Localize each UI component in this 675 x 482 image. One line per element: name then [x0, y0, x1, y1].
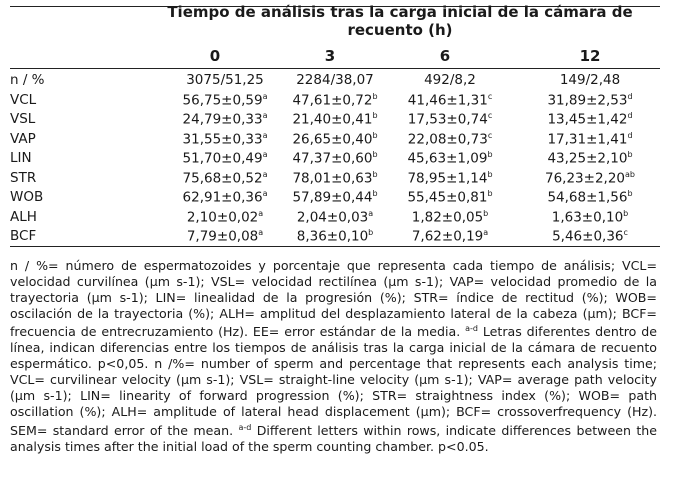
cell-value: 492/8,2 [424, 72, 476, 88]
significance-letter: d [627, 130, 633, 140]
significance-letter: a [258, 228, 264, 237]
significance-letter: a [262, 150, 268, 159]
significance-letter: b [623, 208, 629, 218]
table-cell [385, 111, 515, 128]
cell-value: 62,91±0,36 [182, 189, 263, 206]
cell-value: 55,45±0,81 [407, 189, 488, 206]
table-title: Tiempo de análisis tras la carga inicial de la cámara de recuento (h) [167, 3, 633, 39]
table-footnote [10, 258, 657, 455]
row-label: VSL [10, 111, 36, 127]
footnote-part-1: n / %= número de espermatozoides y porcentaje que representa cada tiempo de análisis; VCL= velocidad curvilínea (μm s-1); VSL= velocidad rectilínea (μm s-1); VAP= velocidad promedio de la trayectoria (μm s-1); LIN= linealidad de la progresión (%); STR= índice de rectitud (%); WOB= oscilación de la trayectoria (%); ALH= amplitud del desplazamiento lateral de la cabeza (μm); BCF= frecuencia de entrecruzamiento (Hz). EE= error estándar de la media. [10, 258, 657, 340]
significance-letter: b [372, 130, 378, 140]
significance-letter: c [487, 130, 493, 140]
table-cell [525, 209, 655, 226]
table-row [10, 170, 660, 189]
cell-value: 51,70±0,49 [182, 150, 263, 167]
significance-letter: a [262, 189, 268, 198]
cell-value: 45,63±1,09 [407, 150, 488, 167]
footnote-part-3: Different letters within rows, indicate differences between the analysis times after the initial load of the sperm counting chamber. p<0.05. [10, 422, 657, 454]
significance-letter: b [627, 189, 633, 198]
cell-value: 5,46±0,36 [552, 228, 624, 245]
significance-letter: a [368, 208, 374, 218]
significance-letter: d [627, 111, 633, 120]
footnote-part-2: Letras diferentes dentro de línea, indican diferencias entre los tiempos de análisis tras la carga inicial de la cámara de recuento espermático. p<0,05. n /%= number of sperm and percentage that represents each analysis time; VCL= curvilinear velocity (μm s-1); VSL= straight-line velocity (μm s-1); VAP= average path velocity (μm s-1); LIN= linearity of forward progression (%); STR= straightness index (%); WOB= path oscillation (%); ALH= amplitude of lateral head displacement (μm); BCF= crossoverfrequency (Hz). SEM= standard error of the mean. [10, 324, 657, 438]
table-cell [385, 72, 515, 88]
cell-value: 75,68±0,52 [182, 170, 263, 186]
column-header-3h: 3 [324, 47, 336, 65]
cell-value: 54,68±1,56 [547, 189, 628, 206]
table-cell [385, 228, 515, 245]
significance-letter: b [372, 169, 378, 179]
table-header-rule [10, 68, 660, 69]
significance-letter: a [258, 208, 264, 218]
table-cell [270, 131, 400, 148]
cell-value: 17,31±1,41 [547, 131, 628, 147]
row-label: VAP [10, 130, 36, 147]
table-cell [525, 111, 655, 128]
table-cell [385, 131, 515, 148]
table-cell [270, 189, 400, 206]
significance-letter: a [262, 169, 268, 179]
cell-value: 57,89±0,44 [292, 189, 373, 206]
row-label: LIN [10, 150, 32, 166]
footnote-superscript-2: a-d [238, 422, 252, 432]
significance-letter: b [487, 169, 493, 179]
significance-letter: b [372, 150, 378, 159]
table-cell [385, 189, 515, 206]
cell-value: 56,75±0,59 [182, 92, 263, 108]
table-cell [270, 72, 400, 88]
table-cell [270, 150, 400, 167]
table-cell [385, 92, 515, 109]
cell-value: 22,08±0,73 [407, 131, 488, 147]
table-bottom-rule [10, 246, 660, 247]
significance-letter: c [487, 91, 493, 101]
table-cell [385, 150, 515, 167]
significance-letter: a [262, 130, 268, 140]
significance-letter: ab [625, 169, 635, 179]
cell-value: 17,53±0,74 [407, 111, 488, 128]
cell-value: 7,79±0,08 [186, 228, 259, 245]
row-label: WOB [10, 189, 44, 205]
significance-letter: a [262, 91, 268, 101]
cell-value: 13,45±1,42 [547, 111, 628, 128]
table-row [10, 92, 660, 111]
significance-letter: a [483, 228, 489, 237]
column-header-0h: 0 [209, 47, 221, 65]
column-header-12h: 12 [579, 47, 601, 65]
table-cell [270, 209, 400, 226]
cell-value: 1,63±0,10 [551, 209, 624, 225]
significance-letter: b [372, 91, 378, 101]
cell-value: 47,37±0,60 [292, 150, 373, 167]
cell-value: 2,04±0,03 [296, 209, 369, 225]
cell-value: 78,95±1,14 [407, 170, 488, 186]
significance-letter: b [627, 150, 633, 159]
row-label: STR [10, 169, 37, 186]
cell-value: 1,82±0,05 [411, 209, 484, 225]
cell-value: 24,79±0,33 [182, 111, 263, 128]
row-label: n / % [10, 72, 45, 88]
table-cell [525, 150, 655, 167]
cell-value: 76,23±2,20 [544, 170, 626, 186]
row-label: VCL [10, 91, 37, 108]
significance-letter: b [487, 150, 493, 159]
cell-value: 149/2,48 [559, 72, 621, 88]
table-cell [525, 131, 655, 148]
significance-letter: c [487, 111, 493, 120]
table-cell [525, 228, 655, 245]
significance-letter: c [623, 228, 628, 237]
table-row [10, 131, 660, 150]
table-cell [270, 111, 400, 128]
cell-value: 21,40±0,41 [292, 111, 373, 128]
row-label: ALH [10, 208, 37, 225]
table-cell [525, 170, 655, 187]
table-cell [525, 189, 655, 206]
significance-letter: b [368, 228, 374, 237]
significance-letter: a [262, 111, 268, 120]
cell-value: 78,01±0,63 [292, 170, 373, 186]
cell-value: 43,25±2,10 [547, 150, 628, 167]
table-row [10, 150, 660, 169]
cell-value: 7,62±0,19 [411, 228, 484, 245]
cell-value: 26,65±0,40 [292, 131, 373, 147]
column-header-6h: 6 [439, 47, 451, 65]
table-row [10, 228, 660, 247]
cell-value: 8,36±0,10 [296, 228, 369, 245]
table-row [10, 72, 660, 91]
significance-letter: d [627, 91, 633, 101]
table-row [10, 111, 660, 130]
significance-letter: b [483, 208, 489, 218]
cell-value: 31,55±0,33 [182, 131, 263, 147]
table-row [10, 209, 660, 228]
cell-value: 2284/38,07 [296, 72, 374, 88]
significance-letter: b [487, 189, 493, 198]
table-cell [270, 228, 400, 245]
cell-value: 31,89±2,53 [547, 92, 628, 108]
cell-value: 41,46±1,31 [407, 92, 488, 108]
table-cell [385, 170, 515, 187]
table-cell [385, 209, 515, 226]
table-cell [270, 170, 400, 187]
table-cell [525, 92, 655, 109]
row-label: BCF [10, 228, 37, 244]
footnote-superscript-1: a-d [465, 324, 478, 334]
significance-letter: b [372, 111, 378, 120]
significance-letter: b [372, 189, 378, 198]
table-cell [270, 92, 400, 109]
table-cell [525, 72, 655, 88]
cell-value: 2,10±0,02 [186, 209, 259, 225]
cell-value: 3075/51,25 [186, 72, 264, 88]
cell-value: 47,61±0,72 [292, 92, 373, 108]
table-row [10, 189, 660, 208]
